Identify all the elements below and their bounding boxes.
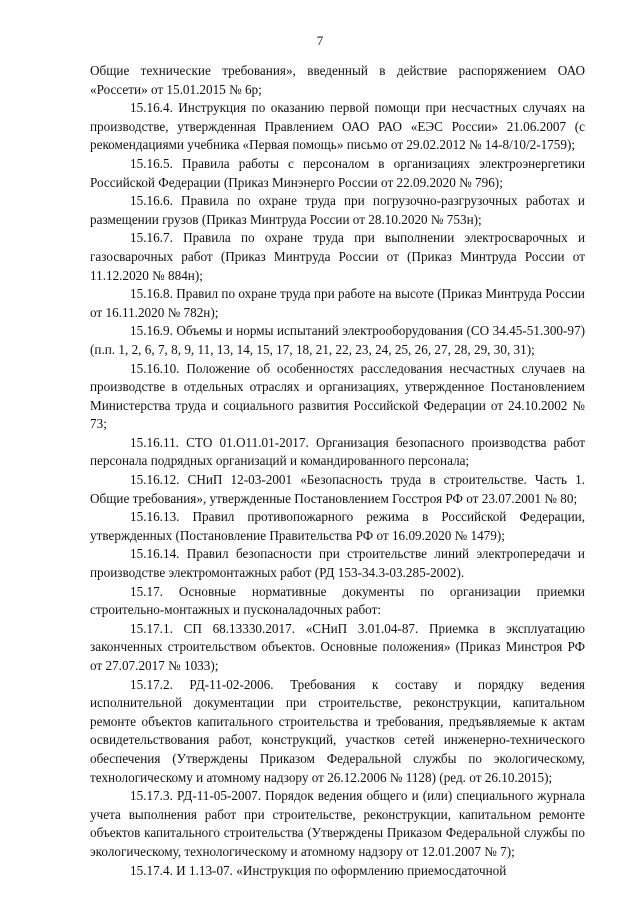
paragraph: 15.16.6. Правила по охране труда при погрузочно-разгрузочных работах и размещении грузов (Приказ Минтруда России от 28.10.2020 № 753н); bbox=[90, 193, 585, 227]
paragraph: 15.17.2. РД-11-02-2006. Требования к составу и порядку ведения исполнительной документации при строительстве, реконструкции, капитальном ремонте объектов капитального строительства и требования, предъявляемые к актам освидетельствования работ, конструкций, участков сетей инженерно-технического обеспечения (Утверждены Приказом Федеральной службы по экологическому, технологическому и атомному надзору от 26.12.2006 № 1128) (ред. от 26.10.2015); bbox=[90, 676, 585, 785]
paragraph: Общие технические требования», введенный в действие распоряжением ОАО «Россети» от 15.01.2015 № 6р; bbox=[90, 63, 585, 97]
paragraph: 15.16.9. Объемы и нормы испытаний электрооборудования (СО 34.45-51.300-97) (п.п. 1, 2, 6, 7, 8, 9, 11, 13, 14, 15, 17, 18, 21, 22, 23, 24, 25, 26, 27, 28, 29, 30, 31); bbox=[90, 323, 585, 357]
paragraph: 15.16.8. Правил по охране труда при работе на высоте (Приказ Минтруда России от 16.11.2020 № 782н); bbox=[90, 286, 585, 320]
page-number: 7 bbox=[316, 33, 324, 48]
paragraph: 15.16.12. СНиП 12-03-2001 «Безопасность труда в строительстве. Часть 1. Общие требования», утвержденные Постановлением Госстроя РФ от 23.07.2001 № 80; bbox=[90, 472, 585, 506]
paragraph: 15.16.4. Инструкция по оказанию первой помощи при несчастных случаях на производстве, утвержденная Правлением ОАО РАО «ЕЭС России» 21.06.2007 (с рекомендациями учебника «Первая помощь» письмо от 29.02.2012 № 14-8/10/2-1759); bbox=[90, 100, 585, 153]
paragraph: 15.16.10. Положение об особенностях расследования несчастных случаев на производстве в отдельных отраслях и организациях, утвержденное Постановлением Министерства труда и социального развития Российской Федерации от 24.10.2002 № 73; bbox=[90, 360, 585, 432]
paragraph: 15.16.11. СТО 01.О11.01-2017. Организация безопасного производства работ персонала подрядных организаций и командированного персонала; bbox=[90, 434, 585, 469]
paragraph: 15.17.4. И 1.13-07. «Инструкция по оформлению приемосдаточной bbox=[130, 862, 507, 878]
paragraph: 15.17.1. СП 68.13330.2017. «СНиП 3.01.04-87. Приемка в эксплуатацию законченных строительством объектов. Основные положения» (Приказ Минстроя РФ от 27.07.2017 № 1033); bbox=[90, 620, 585, 673]
paragraph: 15.16.13. Правил противопожарного режима в Российской Федерации, утвержденных (Постановление Правительства РФ от 16.09.2020 № 1479); bbox=[90, 509, 585, 543]
paragraph: 15.17. Основные нормативные документы по организации приемки строительно-монтажных и пусконаладочных работ: bbox=[90, 583, 585, 618]
paragraph: 15.16.5. Правила работы с персоналом в организациях электроэнергетики Российской Федерации (Приказ Минэнерго России от 22.09.2020 № 796); bbox=[90, 155, 585, 190]
paragraph: 15.16.14. Правил безопасности при строительстве линий электропередачи и производстве электромонтажных работ (РД 153-34.3-03.285-2002). bbox=[90, 546, 585, 581]
document-body bbox=[90, 62, 585, 880]
paragraph: 15.16.7. Правила по охране труда при выполнении электросварочных и газосварочных работ (Приказ Минтруда России от (Приказ Минтруда России от 11.12.2020 № 884н); bbox=[90, 230, 585, 283]
paragraph: 15.17.3. РД-11-05-2007. Порядок ведения общего и (или) специального журнала учета выполнения работ при строительстве, реконструкции, капитальном ремонте объектов капитального строительства (Утверждены Приказом Федеральной службы по экологическому, технологическому и атомному надзору от 12.01.2007 № 7); bbox=[90, 788, 585, 859]
